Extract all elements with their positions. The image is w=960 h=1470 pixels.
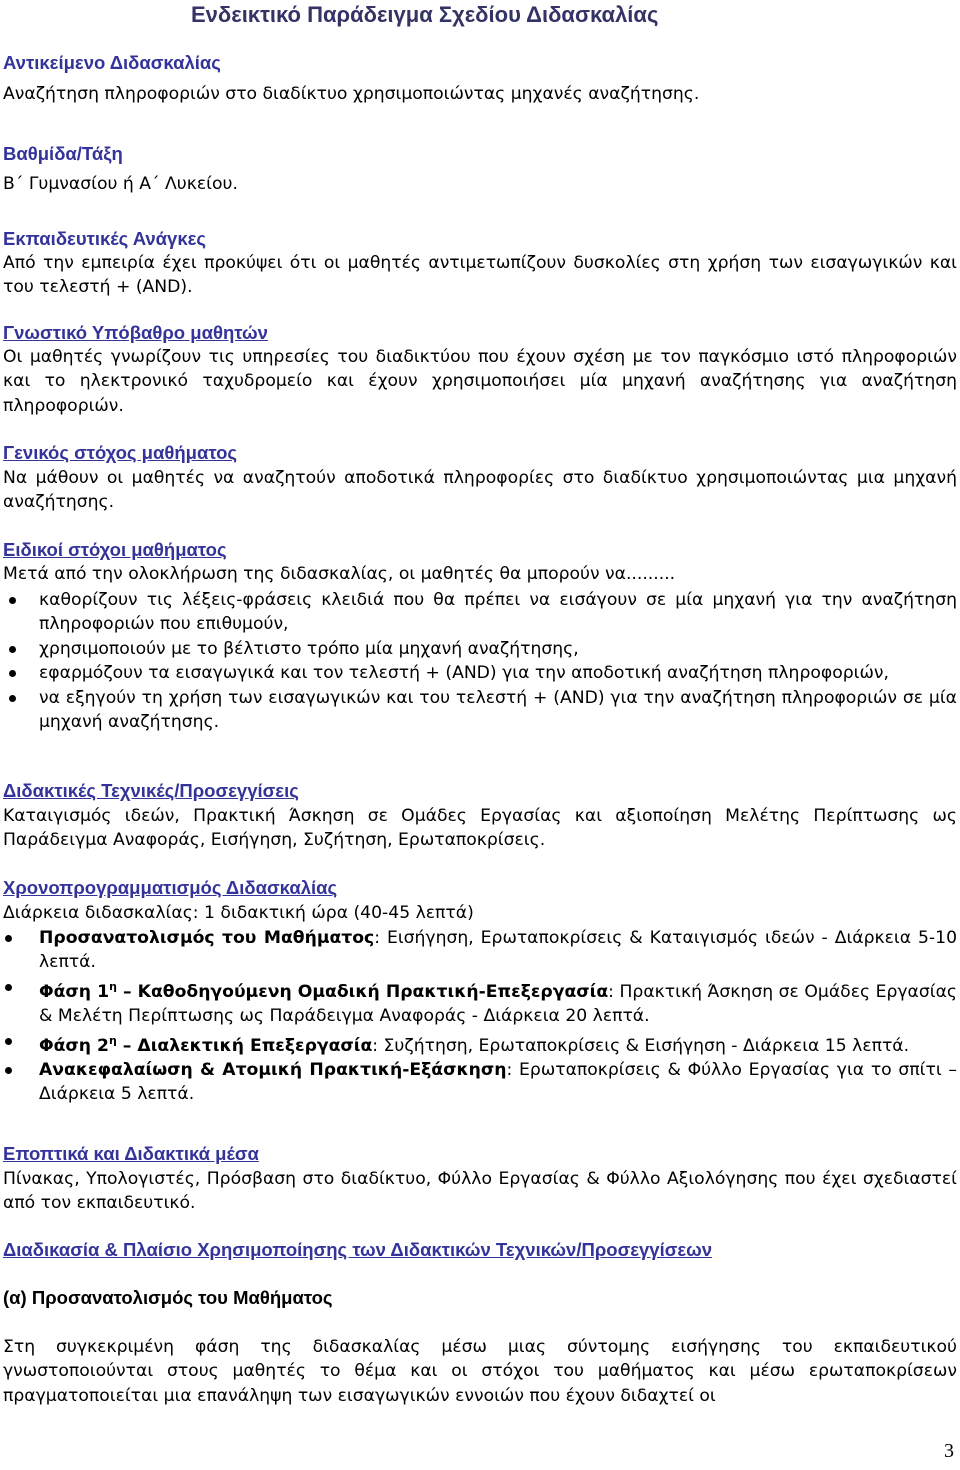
procedure-subheading: (α) Προσανατολισμός του Μαθήματος	[3, 1287, 333, 1308]
subject-text: Αναζήτηση πληροφοριών στο διαδίκτυο χρησιμοποιώντας μηχανές αναζήτησης.	[3, 84, 700, 104]
page-number: 3	[944, 1440, 954, 1462]
background-text: Οι μαθητές γνωρίζουν τις υπηρεσίες του διαδικτύου που έχουν σχέση με τον παγκόσμιο ιστό πληροφοριών και το ηλεκτρονικό ταχυδρομείο και έχουν χρησιμοποιήσει μία μηχανή αναζήτησης για αναζήτηση πληροφοριών.	[3, 347, 957, 416]
background-heading: Γνωστικό Υπόβαθρο μαθητών	[3, 322, 268, 343]
schedule-item	[3, 1058, 957, 1107]
subject-heading: Αντικείμενο Διδασκαλίας	[3, 52, 221, 73]
ordinal-superscript: η	[109, 979, 117, 993]
schedule-list	[3, 926, 957, 1107]
ordinal-superscript: η	[108, 1033, 117, 1047]
general-goal-text: Να μάθουν οι μαθητές να αναζητούν αποδοτικά πληροφορίες στο διαδίκτυο χρησιμοποιώντας μια μηχανή αναζήτησης.	[3, 468, 957, 513]
materials-text: Πίνακας, Υπολογιστές, Πρόσβαση στο διαδίκτυο, Φύλλο Εργασίας & Φύλλο Αξιολόγησης που έχει σχεδιαστεί από τον εκπαιδευτικό.	[3, 1169, 957, 1214]
list-item: εφαρμόζουν τα εισαγωγικά και τον τελεστή + (AND) για την αποδοτική αναζήτηση πληροφοριών,	[3, 661, 957, 685]
schedule-duration: Διάρκεια διδασκαλίας: 1 διδακτική ώρα (40-45 λεπτά)	[3, 903, 474, 923]
schedule-item-title-rest: – Καθοδηγούμενη Ομαδική Πρακτική-Επεξεργασία	[116, 981, 609, 1002]
needs-heading: Εκπαιδευτικές Ανάγκες	[3, 228, 207, 249]
schedule-item-detail: : Συζήτηση, Ερωταποκρίσεις & Εισήγηση - Διάρκεια 15 λεπτά.	[372, 1035, 910, 1056]
schedule-item	[3, 1029, 957, 1058]
schedule-item	[3, 926, 957, 975]
schedule-item-title-rest: – Διαλεκτική Επεξεργασία	[116, 1035, 373, 1056]
list-item: καθορίζουν τις λέξεις-φράσεις κλειδιά που θα πρέπει να εισάγουν σε μία μηχανή για την αναζήτηση πληροφοριών που επιθυμούν,	[3, 588, 957, 637]
schedule-item-detail: : Εισήγηση, Ερωταποκρίσεις & Καταιγισμός ιδεών - Διάρκεια 5-10 λεπτά.	[39, 928, 958, 973]
schedule-item-detail: : Ερωταποκρίσεις & Φύλλο Εργασίας για το σπίτι – Διάρκεια 5 λεπτά.	[39, 1060, 957, 1105]
specific-goals-heading: Ειδικοί στόχοι μαθήματος	[3, 539, 227, 560]
list-item: να εξηγούν τη χρήση των εισαγωγικών και του τελεστή + (AND) για την αναζήτηση πληροφοριών σε μία μηχανή αναζήτησης.	[3, 686, 957, 735]
schedule-item-detail: : Πρακτική Άσκηση σε Ομάδες Εργασίας & Μελέτη Περίπτωσης ως Παράδειγμα Αναφοράς - Διάρκεια 20 λεπτά.	[39, 981, 958, 1027]
specific-goals-intro: Μετά από την ολοκλήρωση της διδασκαλίας, οι μαθητές θα μπορούν να.........	[3, 564, 676, 584]
techniques-heading: Διδακτικές Τεχνικές/Προσεγγίσεις	[3, 780, 299, 801]
schedule-item-title: Φάση 2	[39, 1035, 109, 1056]
procedure-heading: Διαδικασία & Πλαίσιο Χρησιμοποίησης των Διδακτικών Τεχνικών/Προσεγγίσεων	[3, 1239, 713, 1260]
schedule-item	[3, 975, 957, 1029]
grade-text: Β΄ Γυμνασίου ή Α΄ Λυκείου.	[3, 174, 238, 194]
schedule-item-title: Φάση 1	[39, 981, 110, 1002]
schedule-heading: Χρονοπρογραμματισμός Διδασκαλίας	[3, 877, 338, 898]
specific-goals-list	[3, 588, 957, 734]
general-goal-heading: Γενικός στόχος μαθήματος	[3, 442, 238, 463]
needs-text: Από την εμπειρία έχει προκύψει ότι οι μαθητές αντιμετωπίζουν δυσκολίες στη χρήση των εισαγωγικών και του τελεστή + (AND).	[3, 253, 957, 298]
list-item: χρησιμοποιούν με το βέλτιστο τρόπο μία μηχανή αναζήτησης,	[3, 637, 957, 661]
document-title: Ενδεικτικό Παράδειγμα Σχεδίου Διδασκαλίας	[191, 2, 659, 27]
schedule-item-title: Ανακεφαλαίωση & Ατομική Πρακτική-Εξάσκηση	[39, 1060, 507, 1081]
materials-heading: Εποπτικά και Διδακτικά μέσα	[3, 1143, 259, 1164]
schedule-item-title: Προσανατολισμός του Μαθήματος	[39, 928, 375, 948]
procedure-text: Στη συγκεκριμένη φάση της διδασκαλίας μέσω μιας σύντομης εισήγησης του εκπαιδευτικού γνωστοποιούνται στους μαθητές το θέμα και οι στόχοι του μαθήματος και μέσω ερωταποκρίσεων πραγματοποιείται μια επανάληψη των εισαγωγικών εννοιών που έχουν διδαχτεί οι	[3, 1337, 957, 1406]
grade-heading: Βαθμίδα/Τάξη	[3, 143, 123, 164]
techniques-text: Καταιγισμός ιδεών, Πρακτική Άσκηση σε Ομάδες Εργασίας και αξιοποίηση Μελέτης Περίπτωσης ως Παράδειγμα Αναφοράς, Εισήγηση, Συζήτηση, Ερωταποκρίσεις.	[3, 806, 957, 851]
